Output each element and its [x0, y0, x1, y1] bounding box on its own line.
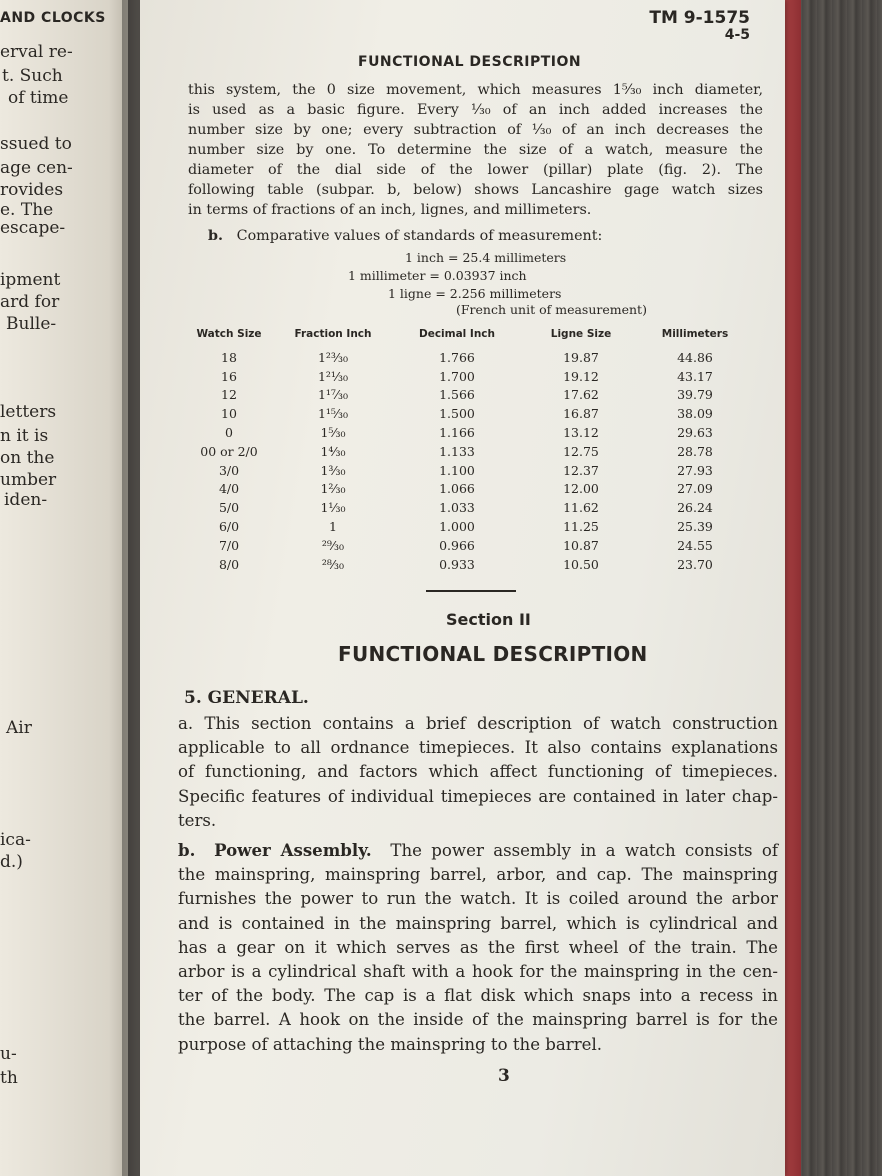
table-cell: 1 [329, 519, 337, 535]
table-cell: 1²⁄₃₀ [320, 481, 346, 497]
column-header: Watch Size [196, 328, 262, 340]
left-fragment: Air [6, 718, 32, 738]
subpar-label: b. [208, 228, 223, 244]
table-cell: 1.066 [439, 481, 475, 497]
table-row [184, 442, 750, 461]
left-page-header: AND CLOCKS [0, 10, 106, 26]
table-cell: 1.766 [439, 349, 475, 365]
table-cell: 1.566 [439, 387, 475, 403]
para-b-line: the barrel. A hook on the inside of the mainspring barrel is for the [178, 1010, 778, 1030]
para-a-line: Specific features of individual timepieces are contained in later chap- [178, 786, 778, 806]
table-cell: 19.87 [563, 349, 599, 365]
equivalence-ligne: 1 ligne = 2.256 millimeters [388, 286, 562, 301]
left-fragment: Bulle- [6, 314, 57, 334]
running-title: FUNCTIONAL DESCRIPTION [358, 54, 582, 70]
left-fragment: ard for [0, 292, 60, 312]
para-b-first-line [178, 838, 778, 863]
para-b-heading: Power Assembly. [214, 840, 372, 860]
para-b-line: ter of the body. The cap is a flat disk which snaps into a recess in [178, 986, 778, 1006]
column-header: Fraction Inch [294, 328, 372, 340]
section-title: FUNCTIONAL DESCRIPTION [338, 642, 648, 666]
left-fragment: t. Such [2, 66, 63, 86]
manual-number [640, 8, 750, 42]
table-cell: 1¹⁄₃₀ [320, 500, 346, 516]
table-cell: 1.100 [439, 462, 475, 478]
right-page [140, 0, 785, 1176]
section-label: Section II [446, 610, 531, 629]
table-cell: 27.93 [677, 462, 713, 478]
intro-line: is used as a basic figure. Every ¹⁄₃₀ of an inch added increases the [188, 102, 763, 118]
table-row [184, 348, 750, 367]
left-fragment: ica- [0, 830, 31, 850]
table-cell: 1³⁄₃₀ [320, 462, 346, 478]
para-b-line: the mainspring, mainspring barrel, arbor, and cap. The mainspring [178, 865, 778, 885]
table-cell: 26.24 [677, 500, 713, 516]
para-a-line: of functioning, and factors which affect functioning of timepieces. [178, 762, 778, 782]
table-cell: 1.033 [439, 500, 475, 516]
table-cell: 18 [221, 349, 237, 365]
column-header: Decimal Inch [418, 328, 496, 340]
equivalence-note: (French unit of measurement) [456, 302, 647, 317]
para-b-label: b. [178, 840, 196, 860]
table-cell: ²⁸⁄₃₀ [321, 556, 345, 572]
table-cell: 13.12 [563, 425, 599, 441]
table-row [184, 386, 750, 405]
table-cell: 8/0 [218, 556, 240, 572]
table-header-row [184, 328, 750, 348]
paragraph-b [178, 838, 778, 1057]
intro-line: in terms of fractions of an inch, lignes, and millimeters. [188, 202, 592, 218]
table-cell: 12.75 [563, 443, 599, 459]
table-row [184, 423, 750, 442]
table-cell: 28.78 [677, 443, 713, 459]
table-cell: 27.09 [677, 481, 713, 497]
table-cell: 17.62 [563, 387, 599, 403]
para-b-line: arbor is a cylindrical shaft with a hook for the mainspring in the cen- [178, 962, 778, 982]
left-fragment: age cen- [0, 158, 73, 178]
table-cell: 38.09 [677, 406, 713, 422]
table-cell: 1¹⁷⁄₃₀ [317, 387, 349, 403]
para-b-line: purpose of attaching the mainspring to the barrel. [178, 1034, 603, 1054]
intro-line: number size by one; every subtraction of ¹⁄₃₀ of an inch decreases the [188, 122, 763, 138]
intro-line: diameter of the dial side of the lower (pillar) plate (fig. 2). The [188, 162, 763, 178]
left-fragment: umber [0, 470, 57, 490]
table-cell: 43.17 [677, 368, 713, 384]
para-b-line: has a gear on it which serves as the first wheel of the train. The [178, 937, 778, 957]
table-cell: 12 [221, 387, 237, 403]
table-cell: 3/0 [218, 462, 240, 478]
left-fragment: rovides [0, 180, 64, 200]
table-cell: 11.25 [563, 519, 599, 535]
column-header: Millimeters [661, 328, 729, 340]
table-row [184, 367, 750, 386]
table-cell: 12.37 [563, 462, 599, 478]
table-cell: 12.00 [563, 481, 599, 497]
table-cell: 10.87 [563, 537, 599, 553]
general-heading: 5. GENERAL. [184, 688, 309, 708]
table-cell: 10 [221, 406, 237, 422]
table-cell: 19.12 [563, 368, 599, 384]
table-cell: 11.62 [563, 500, 599, 516]
paragraph-a [178, 712, 778, 833]
left-fragment: erval re- [0, 42, 73, 62]
column-header: Ligne Size [550, 328, 612, 340]
table-row [184, 517, 750, 536]
subparagraph-b [208, 228, 602, 244]
left-fragment: d.) [0, 852, 23, 872]
table-cell: ²⁹⁄₃₀ [321, 537, 345, 553]
intro-line: following table (subpar. b, below) shows Lancashire gage watch sizes [188, 182, 763, 198]
para-a-line: applicable to all ordnance timepieces. It also contains explanations [178, 738, 778, 758]
table-row [184, 536, 750, 555]
left-page [0, 0, 128, 1176]
table-cell: 5/0 [218, 500, 240, 516]
table-cell: 1⁴⁄₃₀ [320, 443, 346, 459]
left-fragment: ipment [0, 270, 61, 290]
table-cell: 44.86 [677, 349, 713, 365]
para-b-line: and is contained in the mainspring barrel, which is cylindrical and [178, 913, 778, 933]
left-fragment: of time [8, 88, 69, 108]
table-cell: 24.55 [677, 537, 713, 553]
table-row [184, 555, 750, 574]
tm-page-range: 4-5 [724, 27, 750, 43]
table-row [184, 498, 750, 517]
page-number: 3 [498, 1066, 510, 1086]
intro-paragraph [188, 80, 763, 220]
table-cell: 29.63 [677, 425, 713, 441]
table-cell: 1¹⁵⁄₃₀ [317, 406, 349, 422]
table-cell: 1⁵⁄₃₀ [320, 425, 346, 441]
section-divider [426, 590, 516, 592]
left-fragment: iden- [4, 490, 48, 510]
table-cell: 0.966 [439, 537, 475, 553]
left-fragment: ssued to [0, 134, 72, 154]
table-cell: 1.700 [439, 368, 475, 384]
tm-code: TM 9-1575 [649, 8, 750, 28]
table-cell: 1²¹⁄₃₀ [317, 368, 349, 384]
table-body [184, 348, 750, 574]
table-cell: 23.70 [677, 556, 713, 572]
table-row [184, 480, 750, 499]
table-cell: 16 [221, 368, 237, 384]
equivalence-inch: 1 inch = 25.4 millimeters [405, 250, 567, 265]
left-fragment: u- [0, 1044, 17, 1064]
table-cell: 1.166 [439, 425, 475, 441]
intro-line: this system, the 0 size movement, which measures 1⁵⁄₃₀ inch diameter, [188, 82, 763, 98]
left-fragment: e. The [0, 200, 54, 220]
table-cell: 6/0 [218, 519, 240, 535]
table-cell: 1²³⁄₃₀ [317, 349, 349, 365]
para-a-line: a. This section contains a brief description of watch construction [178, 714, 778, 733]
watch-size-table [184, 328, 750, 574]
para-b-line: furnishes the power to run the watch. It is coiled around the arbor [178, 889, 778, 909]
subpar-text: Comparative values of standards of measurement: [236, 228, 603, 244]
table-cell: 00 or 2/0 [200, 443, 258, 459]
table-cell: 1.133 [439, 443, 475, 459]
table-cell: 1.500 [439, 406, 475, 422]
para-a-line: ters. [178, 810, 217, 830]
table-cell: 1.000 [439, 519, 475, 535]
intro-line: number size by one. To determine the size of a watch, measure the [188, 142, 763, 158]
table-cell: 25.39 [677, 519, 713, 535]
table-cell: 10.50 [563, 556, 599, 572]
para-b-first-text: The power assembly in a watch consists of [390, 841, 778, 860]
left-fragment: letters [0, 402, 57, 422]
left-fragment: th [0, 1068, 18, 1088]
table-cell: 16.87 [563, 406, 599, 422]
left-fragment: n it is [0, 426, 49, 446]
table-cell: 0.933 [439, 556, 475, 572]
table-cell: 0 [225, 425, 233, 441]
table-cell: 39.79 [677, 387, 713, 403]
table-cell: 4/0 [218, 481, 240, 497]
left-fragment: on the [0, 448, 55, 468]
table-row [184, 404, 750, 423]
equivalence-millimeter: 1 millimeter = 0.03937 inch [348, 268, 527, 283]
table-row [184, 461, 750, 480]
left-fragment: escape- [0, 218, 66, 238]
table-cell: 7/0 [218, 537, 240, 553]
